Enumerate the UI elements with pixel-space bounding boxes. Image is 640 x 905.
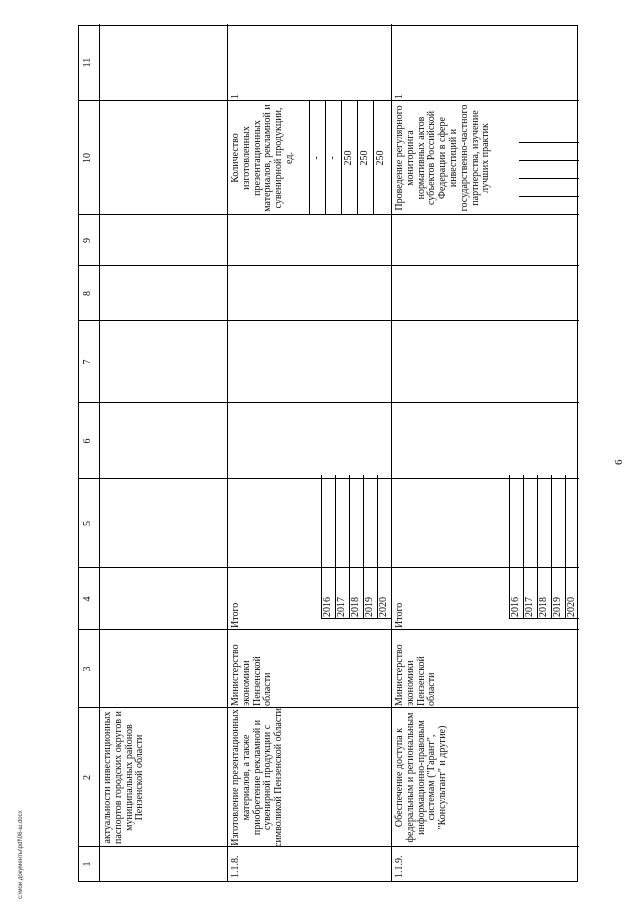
activity-number: 1.1.8. xyxy=(230,855,241,878)
year-label: 2018 xyxy=(538,597,549,617)
indicator-value: - xyxy=(311,156,322,160)
sub-column-divider xyxy=(519,178,579,179)
header-col-6: 6 xyxy=(82,438,93,444)
header-col-4: 4 xyxy=(82,596,93,602)
indicator-divider xyxy=(325,101,326,215)
year-label: 2020 xyxy=(378,597,389,617)
executor: Министерство экономики Пензенской области xyxy=(230,644,274,706)
activity-name: Обеспечение доступа к федеральным и региональным информационно-правовым системам ("Гарант", "Консультант" и другие) xyxy=(394,712,449,843)
year-label: 2019 xyxy=(364,597,375,617)
indicator-divider xyxy=(357,101,358,215)
activity-name: актуальности инвестиционных паспортов городских округов и муниципальных районов Пензенской области xyxy=(102,711,146,844)
indicator-text: Количество изготовленных презентационных материалов, рекламной и сувенирной продукции, ед. xyxy=(230,104,295,212)
column-divider xyxy=(79,846,579,847)
indicator-divider xyxy=(373,101,374,215)
year-label: 2016 xyxy=(322,597,333,617)
header-col-2: 2 xyxy=(82,775,93,780)
header-col-9: 9 xyxy=(82,238,93,243)
indicator-value: 250 xyxy=(359,150,370,166)
column-divider xyxy=(79,478,579,479)
page-number: 6 xyxy=(613,459,625,465)
column-divider xyxy=(79,707,579,708)
total-label: Итого xyxy=(230,602,241,628)
header-col-1: 1 xyxy=(82,861,93,867)
activity-number: 1.1.9. xyxy=(394,855,405,878)
indicator-text: Проведение регулярного мониторинга нормативных актов субъектов Российской Федерации в сфере инвестиций и государственно-частного партнерства, изучение лучших практик xyxy=(394,104,492,212)
indicator-divider xyxy=(341,101,342,215)
year-label: 2017 xyxy=(524,597,535,617)
file-path-footer: c:\мои документы\pdf\06-ш.docx xyxy=(18,810,24,899)
header-col-5: 5 xyxy=(82,521,93,526)
row-divider xyxy=(391,24,392,881)
program-activities-table xyxy=(78,25,578,882)
header-col-3: 3 xyxy=(82,666,93,672)
year-label: 2020 xyxy=(566,597,577,617)
target-value: 1 xyxy=(394,94,405,99)
column-divider xyxy=(79,402,579,403)
row-divider xyxy=(227,24,228,881)
activity-name: Изготовление презентационных материалов, а также приобретение рекламной и сувенирной продукции с символикой Пензенской области xyxy=(230,707,285,847)
column-divider xyxy=(79,320,579,321)
column-divider xyxy=(79,629,579,630)
executor: Министерство экономики Пензенской области xyxy=(394,644,438,706)
column-divider xyxy=(79,214,579,215)
year-label: 2018 xyxy=(350,597,361,617)
header-col-8: 8 xyxy=(82,291,93,296)
column-divider xyxy=(79,100,579,101)
sub-column-divider xyxy=(519,160,579,161)
header-col-10: 10 xyxy=(82,153,93,163)
year-label: 2017 xyxy=(336,597,347,617)
header-col-11: 11 xyxy=(82,57,93,68)
year-label: 2019 xyxy=(552,597,563,617)
column-divider xyxy=(79,567,579,568)
indicator-divider xyxy=(309,101,310,215)
header-divider xyxy=(99,24,100,881)
indicator-value: - xyxy=(327,156,338,160)
target-value: 1 xyxy=(230,94,241,99)
header-col-7: 7 xyxy=(82,359,93,365)
sub-column-divider xyxy=(519,196,579,197)
sub-column-divider xyxy=(519,142,579,143)
indicator-value: 250 xyxy=(375,150,386,166)
total-label: Итого xyxy=(394,602,405,628)
year-label: 2016 xyxy=(510,597,521,617)
indicator-value: 250 xyxy=(343,150,354,166)
column-divider xyxy=(79,265,579,266)
